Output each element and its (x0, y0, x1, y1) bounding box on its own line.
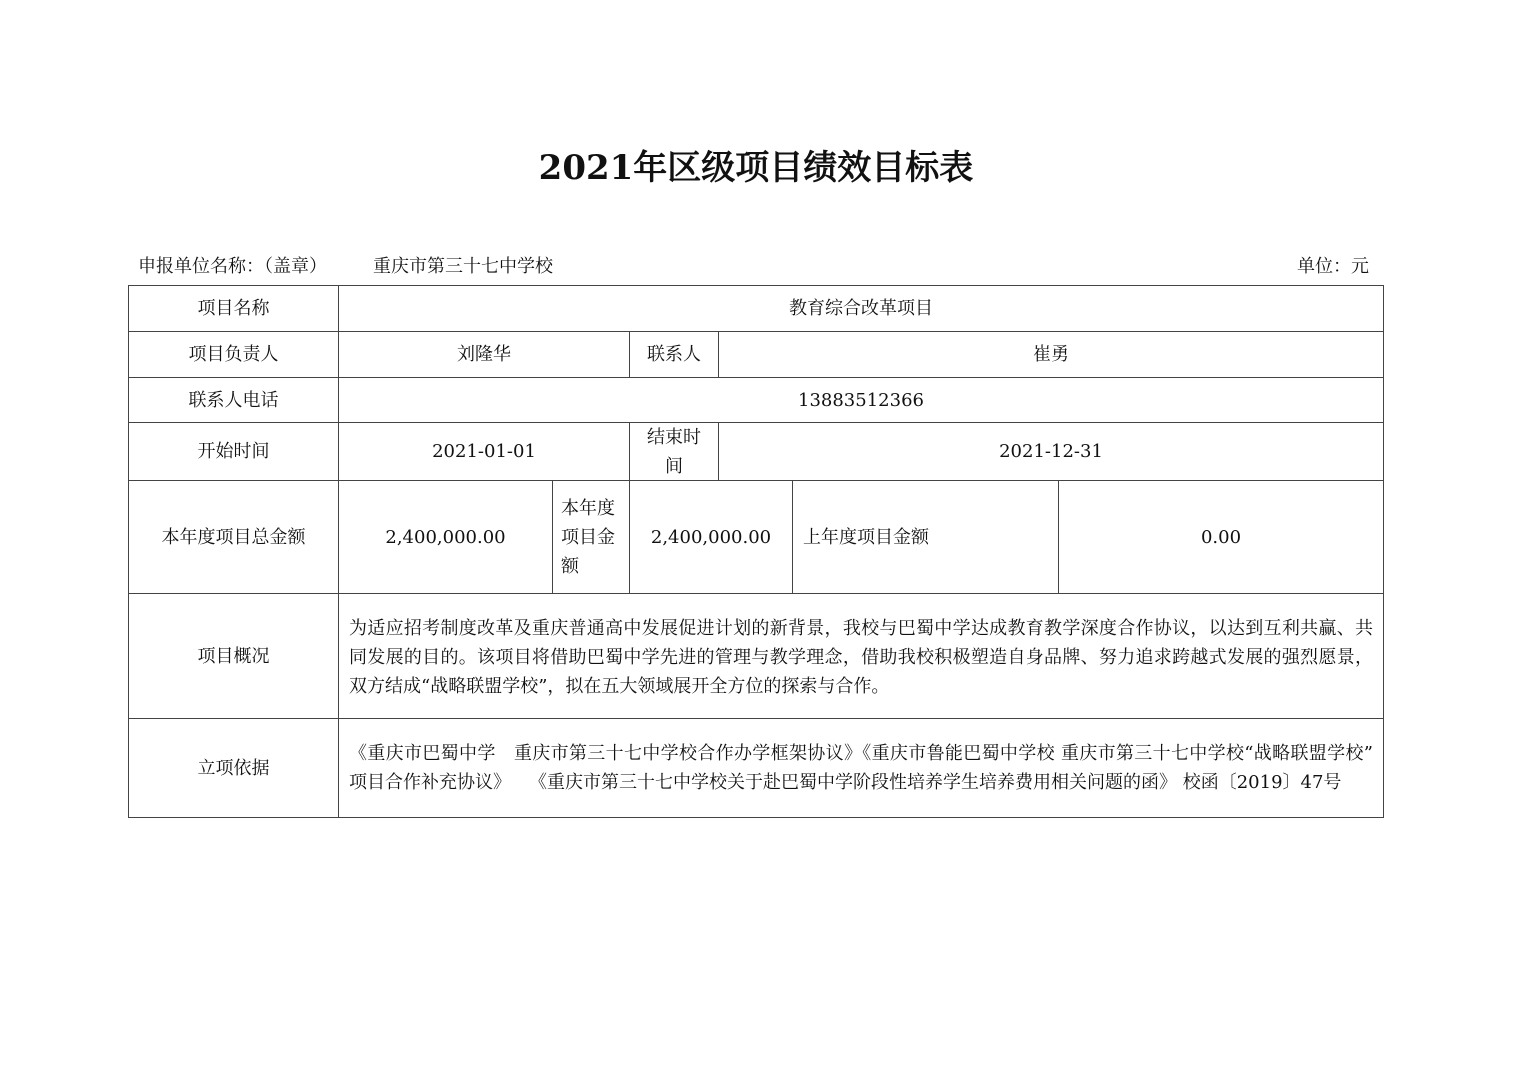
contact: 崔勇 (718, 331, 1384, 378)
overview-label: 项目概况 (128, 593, 339, 719)
basis: 《重庆市巴蜀中学 重庆市第三十七中学校合作办学框架协议》《重庆市鲁能巴蜀中学校 重庆市第三十七中学校“战略联盟学校” 项目合作补充协议》 《重庆市第三十七中学校关于赴巴蜀中学阶段性培养学生培养费用相关问题的函》 校函〔2019〕47号 (338, 718, 1384, 818)
basis-label: 立项依据 (128, 718, 339, 818)
phone: 13883512366 (338, 377, 1384, 423)
currency-unit: 单位：元 (1297, 256, 1369, 277)
total-label: 本年度项目总金额 (128, 480, 339, 594)
start-label: 开始时间 (128, 422, 339, 481)
manager: 刘隆华 (338, 331, 630, 378)
end-label: 结束时间 (629, 422, 719, 481)
total-amount: 2,400,000.00 (338, 480, 553, 594)
page-title: 2021年区级项目绩效目标表 (538, 148, 974, 188)
project-name-label: 项目名称 (128, 285, 339, 332)
year-amount: 2,400,000.00 (629, 480, 793, 594)
contact-label: 联系人 (629, 331, 719, 378)
end-date: 2021-12-31 (718, 422, 1384, 481)
overview: 为适应招考制度改革及重庆普通高中发展促进计划的新背景，我校与巴蜀中学达成教育教学深度合作协议，以达到互利共赢、共同发展的目的。该项目将借助巴蜀中学先进的管理与教学理念，借助我校积极塑造自身品牌、努力追求跨越式发展的强烈愿景，双方结成“战略联盟学校”，拟在五大领域展开全方位的探索与合作。 (338, 593, 1384, 719)
start-date: 2021-01-01 (338, 422, 630, 481)
unit-label: 申报单位名称：（盖章） (138, 256, 327, 277)
unit-name: 重庆市第三十七中学校 (373, 256, 553, 277)
manager-label: 项目负责人 (128, 331, 339, 378)
phone-label: 联系人电话 (128, 377, 339, 423)
project-name: 教育综合改革项目 (338, 285, 1384, 332)
year-amount-label: 本年度项目金额 (552, 480, 630, 594)
last-year-amount: 0.00 (1058, 480, 1384, 594)
last-year-label: 上年度项目金额 (792, 480, 1059, 594)
